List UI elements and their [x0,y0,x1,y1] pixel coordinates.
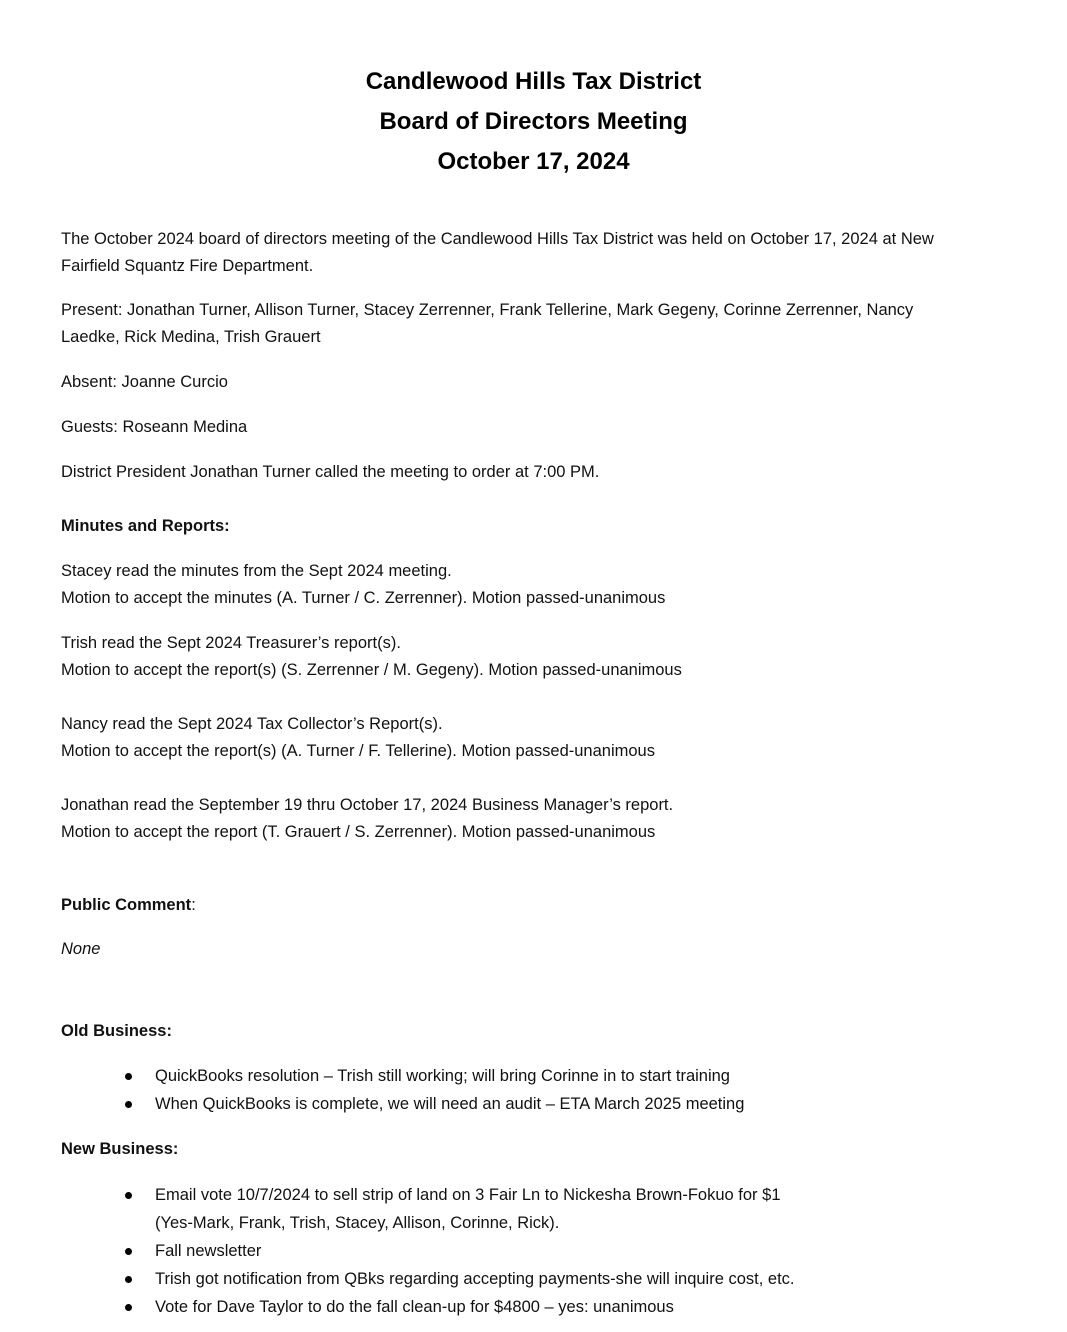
present-line: Laedke, Rick Medina, Trish Grauert [61,328,321,346]
list-item-text: Fall newsletter [155,1242,262,1260]
motion-line: Motion to accept the report(s) (A. Turner / F. Tellerine). Motion passed-unanimous [61,742,655,760]
bullet-icon [125,1101,132,1108]
list-item-text: (Yes-Mark, Frank, Trish, Stacey, Allison, Corinne, Rick). [155,1214,560,1232]
list-item [125,1062,1025,1090]
motion-line: Motion to accept the report (T. Grauert / S. Zerrenner). Motion passed-unanimous [61,823,656,841]
bullet-icon [125,1248,132,1255]
bullet-icon [125,1073,132,1080]
new-business-heading: New Business: [61,1140,179,1158]
old-business-heading: Old Business: [61,1022,172,1040]
public-comment-body: None [61,940,101,958]
motion-line: Motion to accept the report(s) (S. Zerrenner / M. Gegeny). Motion passed-unanimous [61,661,682,679]
motion-line: Motion to accept the minutes (A. Turner / C. Zerrenner). Motion passed-unanimous [61,589,666,607]
bullet-icon [125,1276,132,1283]
present-paragraph [61,297,1021,351]
public-comment-colon: : [191,896,196,914]
tax-collector-report-item [61,711,1021,765]
report-line: Stacey read the minutes from the Sept 2024 meeting. [61,562,452,580]
present-line: Present: Jonathan Turner, Allison Turner, Stacey Zerrenner, Frank Tellerine, Mark Gegeny, Corinne Zerrenner, Nancy [61,301,914,319]
list-item [125,1293,1025,1321]
bullet-icon [125,1192,132,1199]
list-item-text: Trish got notification from QBks regarding accepting payments-she will inquire cost, etc. [155,1270,795,1288]
treasurer-report-item [61,630,1021,684]
public-comment-heading [61,892,1021,919]
list-item [125,1090,1025,1118]
intro-line: The October 2024 board of directors meeting of the Candlewood Hills Tax District was held on October 17, 2024 at New [61,230,934,248]
title-meeting: Board of Directors Meeting [379,108,688,135]
public-comment-label: Public Comment [61,896,192,914]
absent-paragraph: Absent: Joanne Curcio [61,373,228,391]
list-item-text: QuickBooks resolution – Trish still working; will bring Corinne in to start training [155,1067,730,1085]
new-business-list [125,1181,1025,1321]
list-item [125,1181,1025,1237]
report-line: Jonathan read the September 19 thru October 17, 2024 Business Manager’s report. [61,796,674,814]
business-manager-report-item [61,792,1021,846]
report-line: Nancy read the Sept 2024 Tax Collector’s Report(s). [61,715,443,733]
bullet-icon [125,1304,132,1311]
call-to-order-paragraph: District President Jonathan Turner called the meeting to order at 7:00 PM. [61,463,600,481]
document-title [0,62,1067,182]
title-date: October 17, 2024 [437,148,630,175]
minutes-reports-heading: Minutes and Reports: [61,517,230,535]
title-district: Candlewood Hills Tax District [365,68,702,95]
list-item [125,1237,1025,1265]
minutes-item [61,558,1021,612]
list-item-text: Email vote 10/7/2024 to sell strip of land on 3 Fair Ln to Nickesha Brown-Fokuo for $1 [155,1186,781,1204]
old-business-list [125,1062,1025,1118]
list-item [125,1265,1025,1293]
guests-paragraph: Guests: Roseann Medina [61,418,248,436]
intro-paragraph [61,226,1021,280]
report-line: Trish read the Sept 2024 Treasurer’s report(s). [61,634,401,652]
intro-line: Fairfield Squantz Fire Department. [61,257,314,275]
list-item-text: When QuickBooks is complete, we will need an audit – ETA March 2025 meeting [155,1095,745,1113]
list-item-text: Vote for Dave Taylor to do the fall clean-up for $4800 – yes: unanimous [155,1298,674,1316]
